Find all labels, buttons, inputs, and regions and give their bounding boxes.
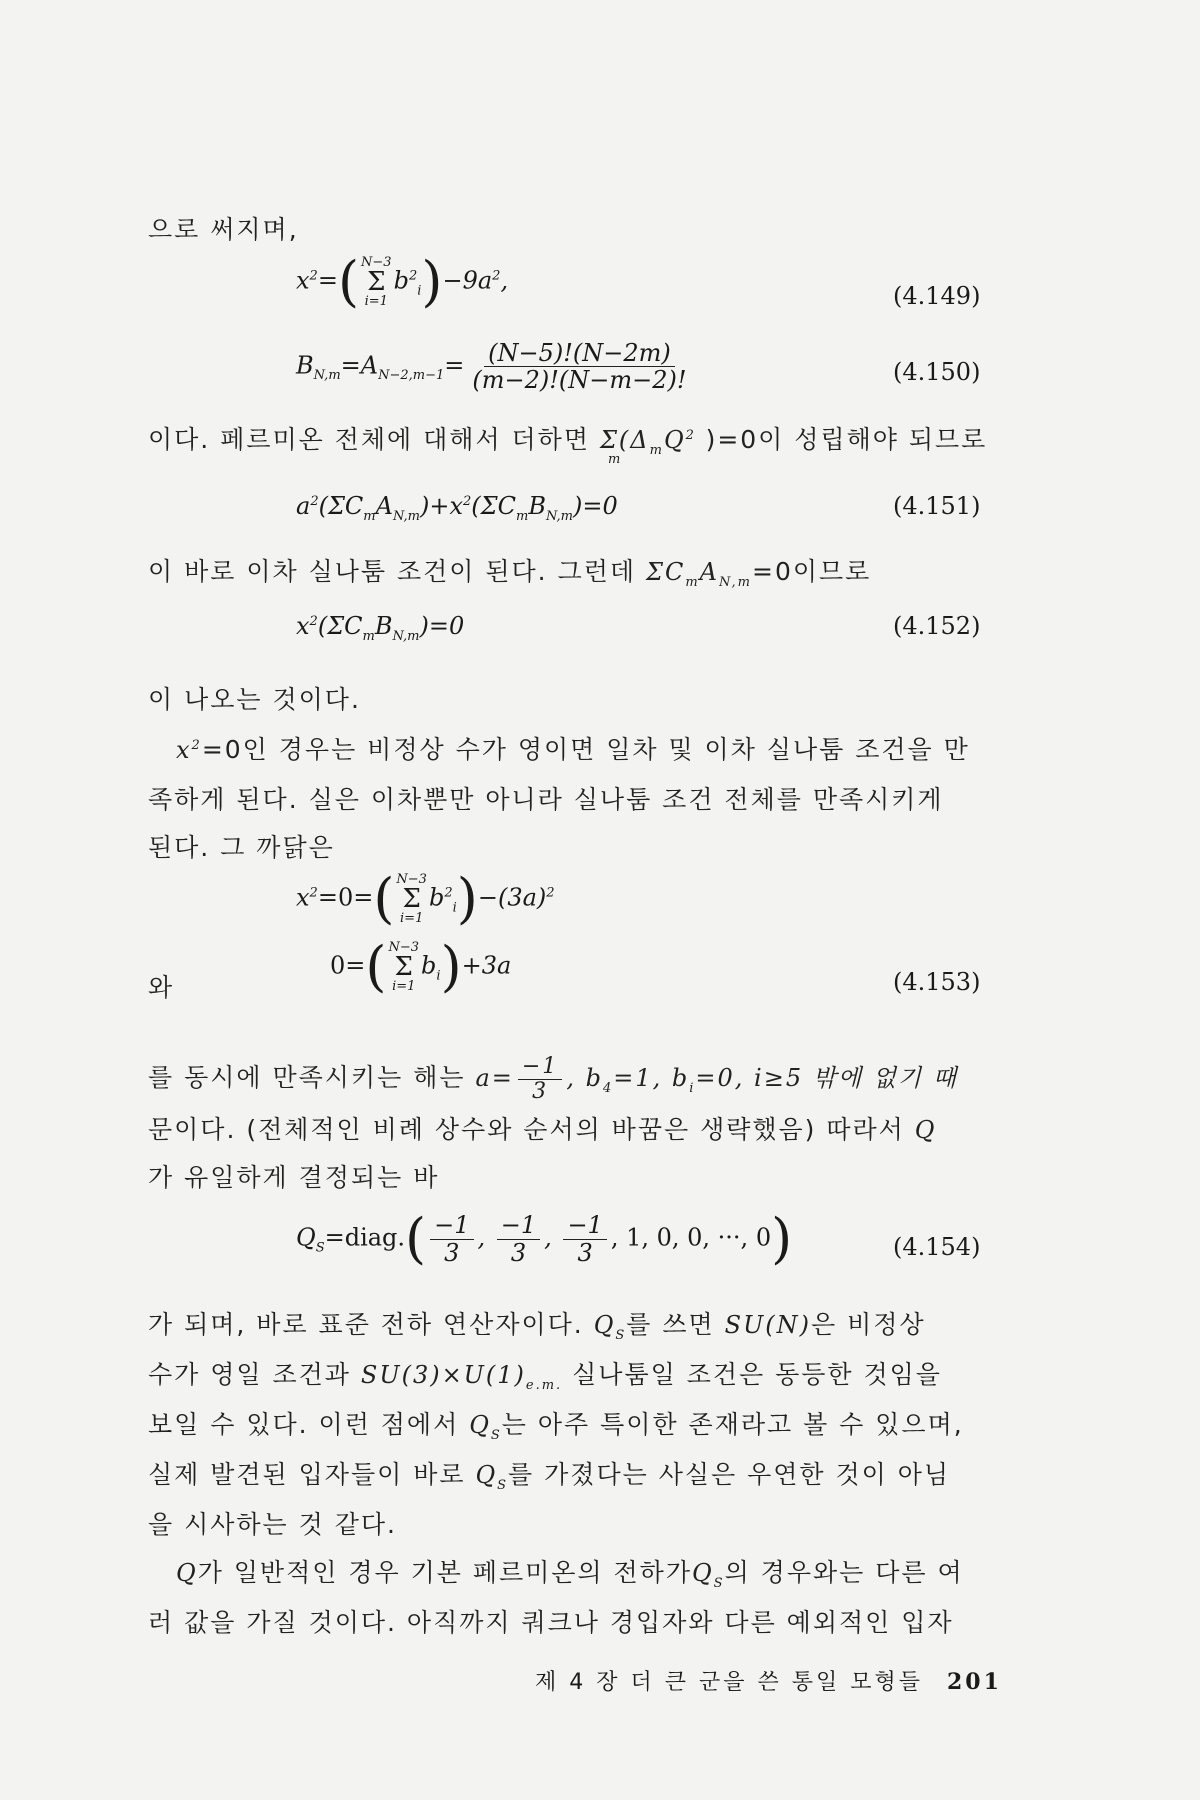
equation-number: (4.154) — [893, 1233, 981, 1261]
text-line: 실제 발견된 입자들이 바로 $Q_S$를 가졌다는 사실은 우연한 것이 아님 — [148, 1460, 951, 1493]
equation-number: (4.149) — [893, 282, 981, 310]
equation-4-153-b: 0=( N−3 Σ i=1 $b_i)+3a$ — [330, 935, 512, 998]
equation-number: (4.153) — [893, 968, 981, 996]
text-line: Q가 일반적인 경우 기본 페르미온의 전하가$Q_S$의 경우와는 다른 여 — [176, 1558, 964, 1591]
equation-number: (4.152) — [893, 612, 981, 640]
equation-4-154: $Q_S=diag$.( $\frac{-1}{3}$ , $\frac{-1}{3}$ , $\frac{-1}{3}$ , 1, 0, 0, ···, 0) — [296, 1207, 793, 1270]
text-line: 으로 써지며, — [148, 215, 299, 244]
text-line: 을 시사하는 것 같다. — [148, 1510, 397, 1539]
text-line: 보일 수 있다. 이런 점에서 $Q_S$는 아주 특이한 존재라고 볼 수 있으며, — [148, 1410, 964, 1443]
equation-4-150: $B_{N,m}=A_{N-2,m-1}=$ $\frac{(N-5)!(N-2m)}{(m-2)!(N-m-2)!}$ — [296, 339, 687, 395]
text-line: 된다. 그 까닭은 — [148, 833, 335, 862]
text-line: 족하게 된다. 실은 이차뿐만 아니라 실나툼 조건 전체를 만족시키게 — [148, 785, 944, 814]
equation-number: (4.151) — [893, 492, 981, 520]
equation-4-153-a: $x^2=0=$( N−3 Σ i=1 $b^2_i)-(3a)^2$ — [296, 867, 555, 930]
page-number: 201 — [946, 1669, 1002, 1695]
text-line: 를 동시에 만족시키는 해는 a= $\frac{-1}{3}$ , $b_4=1$, $b_i=0$, i≥5 밖에 없기 때 — [148, 1054, 958, 1105]
equation-4-152: $x^2(\Sigma C_mB_{N,m})=0$ — [296, 612, 465, 644]
text-line: 러 값을 가질 것이다. 아직까지 쿼크나 경입자와 다른 예외적인 입자 — [148, 1608, 954, 1637]
text-line: 이 바로 이차 실나툼 조건이 된다. 그런데 $\Sigma C_mA_{N,m}=0$이므로 — [148, 557, 872, 590]
chapter-title: 제 4 장 더 큰 군을 쓴 통일 모형들 — [535, 1670, 923, 1695]
text-line: $x^2=0$인 경우는 비정상 수가 영이면 일차 및 이차 실나툼 조건을 만 — [176, 735, 970, 764]
equation-4-151: $a^2(\Sigma C_mA_{N,m})+x^2(\Sigma C_mB_{N,m})=0$ — [296, 492, 618, 524]
text-line: 문이다. (전체적인 비례 상수와 순서의 바꿈은 생략했음) 따라서 Q — [148, 1115, 937, 1144]
text-line: 와 — [148, 973, 175, 1002]
text-line: 가 유일하게 결정되는 바 — [148, 1163, 440, 1192]
text-line: 이 나오는 것이다. — [148, 685, 361, 714]
text-line: 이다. 페르미온 전체에 대해서 더하면 $\Sigma(\Delta_mQ^2$ m )=0이 성립해야 되므로 — [148, 425, 988, 467]
text-line: 가 되며, 바로 표준 전하 연산자이다. $Q_S$를 쓰면 SU(N)은 비정상 — [148, 1310, 926, 1343]
equation-4-149: $x^2=$( N−3 Σ i=1 $b^2_i)-9a^2$, — [296, 250, 509, 313]
equation-number: (4.150) — [893, 358, 981, 386]
text-line: 수가 영일 조건과 $SU(3)\times U(1)_{e.m.}$ 실나툼일 조건은 동등한 것임을 — [148, 1360, 942, 1393]
page-footer — [535, 1665, 1002, 1696]
